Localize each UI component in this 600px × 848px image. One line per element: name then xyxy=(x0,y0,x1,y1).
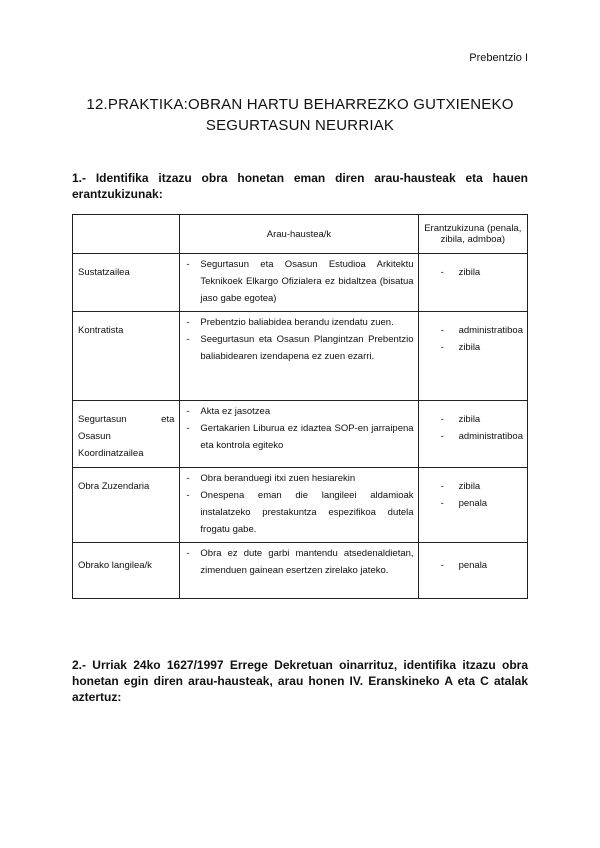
liability-list xyxy=(419,254,527,285)
liability-list xyxy=(419,312,527,360)
liability-list xyxy=(419,468,527,516)
table-row xyxy=(73,254,528,312)
page-title-line-2: SEGURTASUN NEURRIAK xyxy=(205,117,395,134)
role-cell: Obrako langilea/k xyxy=(78,560,152,571)
list-item: - penala xyxy=(459,495,523,512)
violations-list xyxy=(180,543,417,583)
role-cell: Kontratista xyxy=(78,325,124,336)
list-item: - Obra beranduegi itxi zuen hesiarekin xyxy=(200,470,413,487)
page-title xyxy=(60,94,540,136)
table-row xyxy=(73,312,528,401)
liability-list xyxy=(419,543,527,578)
table-header-row xyxy=(73,215,528,254)
table-row xyxy=(73,468,528,543)
list-item: - penala xyxy=(459,557,523,574)
violations-list xyxy=(180,312,417,369)
table-row xyxy=(73,543,528,599)
violations-table xyxy=(72,214,528,599)
list-item: - Akta ez jasotzea xyxy=(200,403,413,420)
table-header-liability: Erantzukizuna (penala, zibila, admboa) xyxy=(418,215,527,254)
header-label: Prebentzio I xyxy=(469,52,528,64)
violations-list xyxy=(180,468,417,542)
list-item: - Seegurtasun eta Osasun Plangintzan Prebentzio baliabidearen izendapena ez zuen ezarri. xyxy=(200,331,413,365)
list-item: - zibila xyxy=(459,339,523,356)
role-cell: Sustatzailea xyxy=(78,267,130,278)
violations-list xyxy=(180,254,417,311)
question-2: 2.- Urriak 24ko 1627/1997 Errege Dekretuan oinarrituz, identifika itzazu obra honetan egin diren arau-hausteak, arau honen IV. Eranskineko A eta C atalak aztertuz: xyxy=(72,658,528,704)
liability-list xyxy=(419,401,527,449)
list-item: - Gertakarien Liburua ez idaztea SOP-en jarraipena eta kontrola egiteko xyxy=(200,420,413,454)
list-item: - zibila xyxy=(459,411,523,428)
question-1: 1.- Identifika itzazu obra honetan eman diren arau-hausteak eta hauen erantzukizunak: xyxy=(72,171,528,201)
table-header-empty xyxy=(73,215,180,254)
list-item: - Segurtasun eta Osasun Estudioa Arkitektu Teknikoek Elkargo Ofizialera ez bidaltzea (bisatua jaso gabe egotea) xyxy=(200,256,413,307)
role-cell: Obra Zuzendaria xyxy=(78,481,150,492)
page-title-line-1: 12.PRAKTIKA:OBRAN HARTU BEHARREZKO GUTXIENEKO xyxy=(86,96,514,113)
list-item: - Obra ez dute garbi mantendu atsedenaldietan, zimenduen gainean esertzen zirelako jateko. xyxy=(200,545,413,579)
list-item: - Onespena eman die langileei aldamioak instalatzeko prestakuntza espezifikoa dutela frogatu gabe. xyxy=(200,487,413,538)
list-item: - Prebentzio baliabidea berandu izendatu zuen. xyxy=(200,314,413,331)
table-row xyxy=(73,401,528,468)
role-cell: Segurtasun eta Osasun Koordinatzailea xyxy=(78,414,175,459)
violations-list xyxy=(180,401,417,458)
list-item: - administratiboa xyxy=(459,322,523,339)
list-item: - administratiboa xyxy=(459,428,523,445)
list-item: - zibila xyxy=(459,478,523,495)
list-item: - zibila xyxy=(459,264,523,281)
table-header-violations: Arau-haustea/k xyxy=(180,215,418,254)
